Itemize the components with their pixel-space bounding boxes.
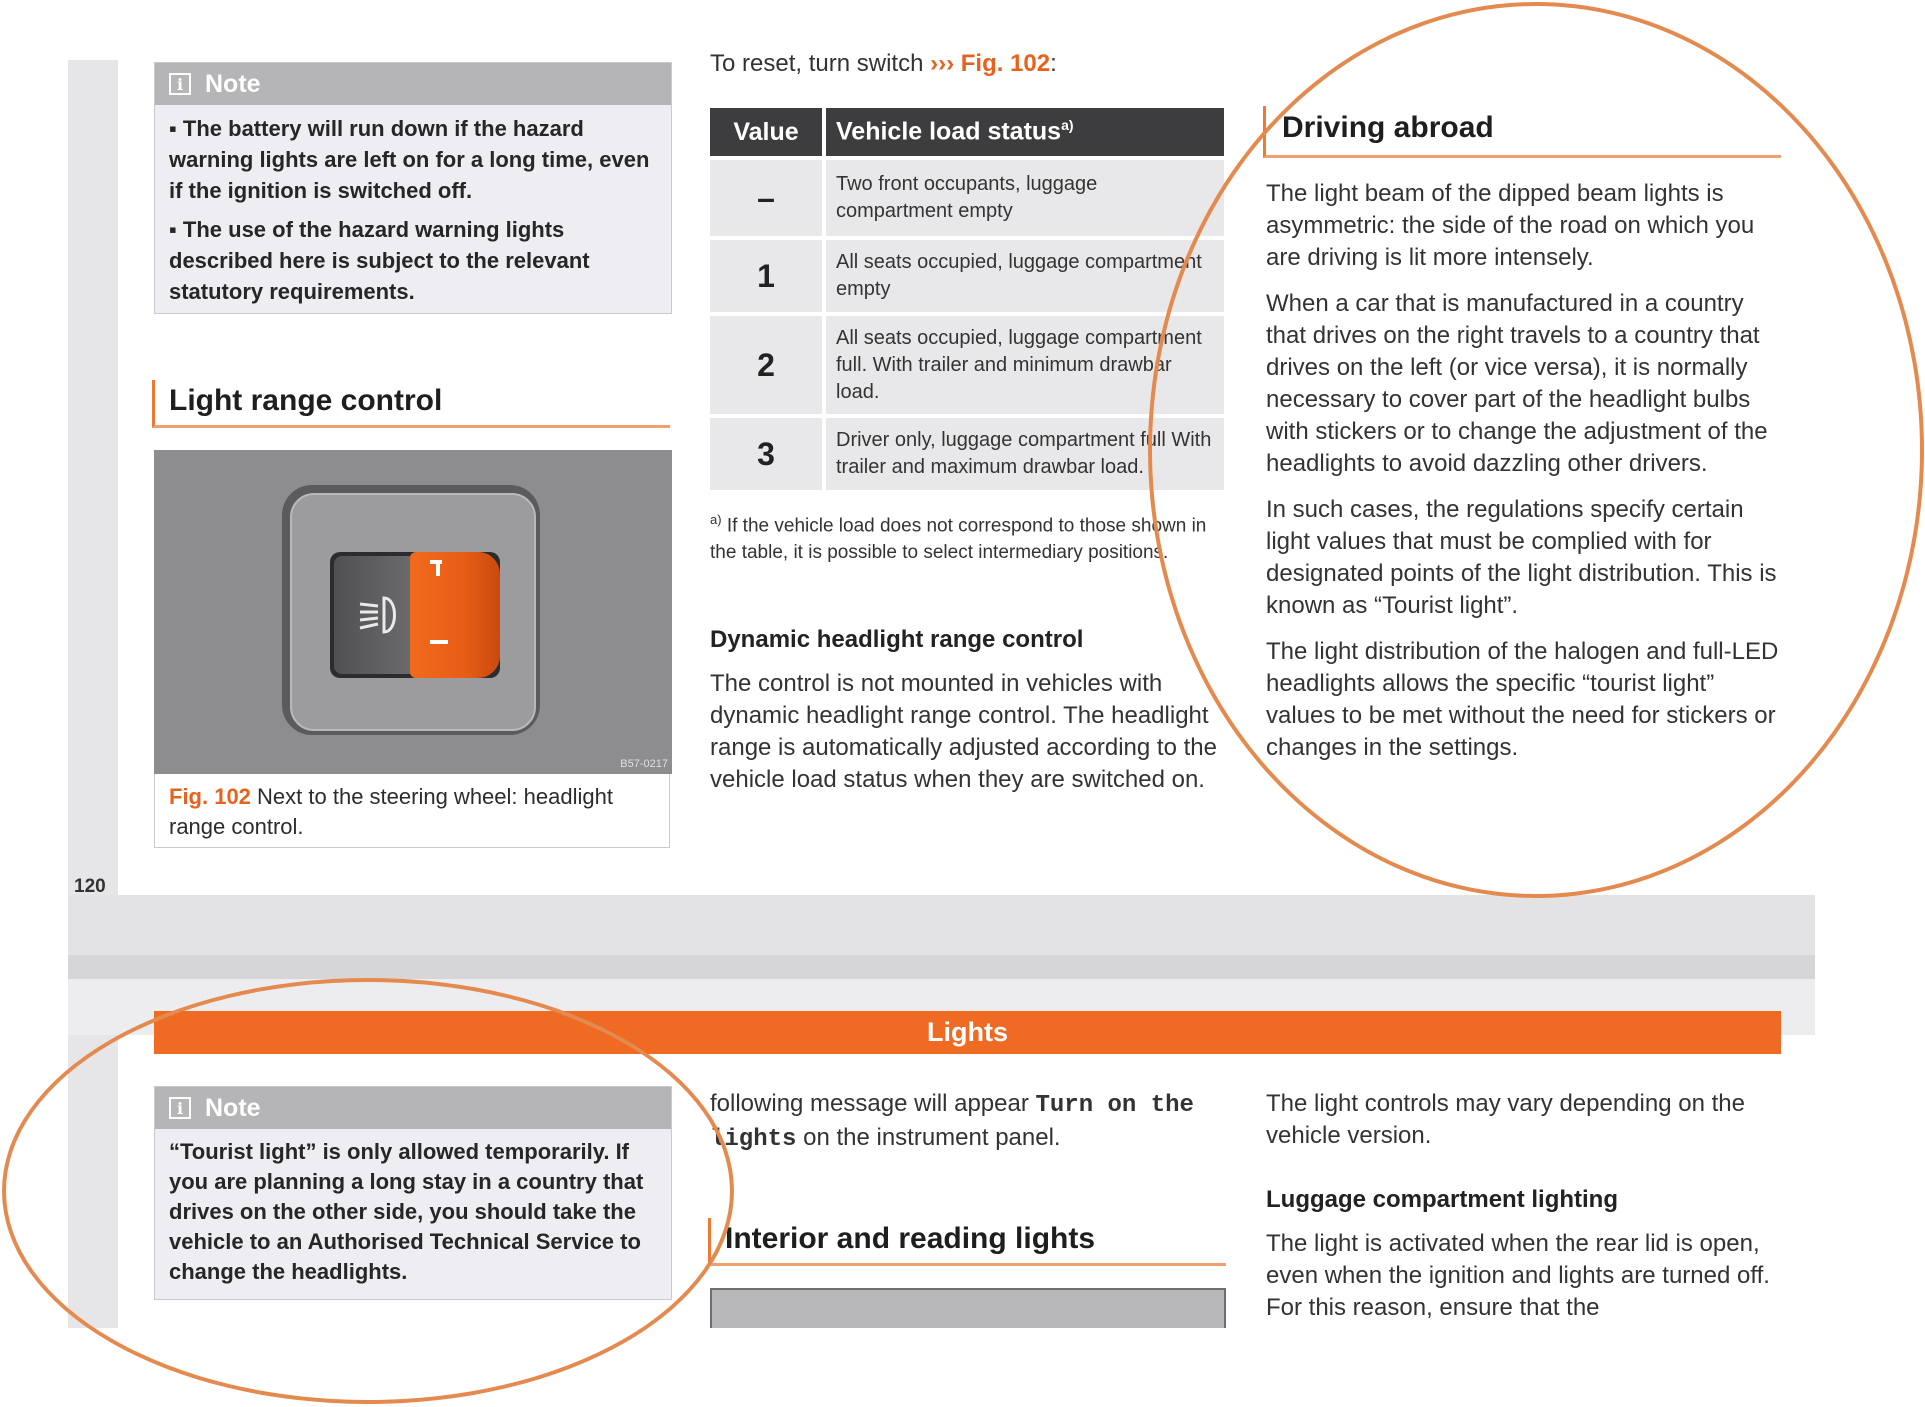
note-item: ▪ The battery will run down if the hazard warning lights are left on for a long time, even if the ignition is switched off.	[169, 116, 650, 203]
fig-link[interactable]: Fig. 102	[960, 50, 1051, 77]
paragraph: When a car that is manufactured in a country that drives on the right travels to a country that drives on the left (or vice versa), it is normally necessary to cover part of the headlight bulbs with stickers or to change the adjustment of the headlights to avoid dazzling other drivers.	[1266, 290, 1768, 477]
driving-abroad-text	[1266, 178, 1786, 778]
note-box	[154, 62, 672, 314]
reset-colon: :	[1050, 50, 1057, 77]
section-heading: Driving abroad	[1263, 106, 1781, 158]
column-header-text: Vehicle load status	[836, 117, 1062, 146]
subheading: Dynamic headlight range control	[710, 626, 1084, 653]
table-row	[710, 240, 1224, 312]
figure-code: B57-0217	[620, 758, 668, 770]
paragraph: The light distribution of the halogen and full-LED headlights allows the specific “tourist light” values to be met without the need for stickers or changes in the settings.	[1266, 638, 1779, 761]
wheel-mark	[430, 640, 448, 644]
message-text: following message will appear	[710, 1090, 1036, 1117]
message-paragraph	[710, 1088, 1230, 1156]
paragraph: The light is activated when the rear lid is open, even when the ignition and lights are turned off. For this reason, ensure that the	[1266, 1230, 1770, 1321]
section-bar: Lights	[154, 1011, 1781, 1054]
table-footnote	[710, 506, 1226, 566]
thumbwheel[interactable]	[410, 552, 500, 678]
row-status: All seats occupied, luggage compartment empty	[826, 240, 1224, 312]
reset-line	[710, 50, 1057, 78]
row-value: 1	[710, 240, 822, 312]
note-text: “Tourist light” is only allowed temporarily. If you are planning a long stay in a country that drives on the other side, you should take the vehicle to an Authorised Technical Service to change the headlights.	[169, 1139, 644, 1284]
note-item: ▪ The use of the hazard warning lights described here is subject to the relevant statutory requirements.	[169, 217, 590, 304]
row-value: 2	[710, 316, 822, 414]
column-header: Value	[710, 108, 822, 156]
note-body	[155, 1129, 671, 1305]
row-status: All seats occupied, luggage compartment full. With trailer and minimum drawbar load.	[826, 316, 1224, 414]
row-value: 3	[710, 418, 822, 490]
row-status: Driver only, luggage compartment full With trailer and maximum drawbar load.	[826, 418, 1224, 490]
footnote-mark: a)	[1061, 117, 1074, 134]
table-header-row	[710, 108, 1224, 156]
footnote-mark: a)	[710, 512, 722, 527]
reset-arrows: ›››	[930, 50, 955, 77]
figure-image	[154, 450, 672, 774]
page-gap-band	[68, 955, 1815, 979]
load-status-table	[706, 104, 1228, 494]
paragraph: In such cases, the regulations specify certain light values that must be complied with for designated points of the light distribution. This is known as “Tourist light”.	[1266, 496, 1777, 619]
page-margin-strip	[68, 60, 118, 1328]
figure-caption-text: Next to the steering wheel: headlight range control.	[169, 784, 613, 839]
info-icon: i	[169, 1097, 191, 1119]
note-title: Note	[205, 1093, 261, 1122]
footnote-text: If the vehicle load does not correspond to those shown in the table, it is possible to select intermediary positions.	[710, 515, 1207, 564]
wheel-mark	[436, 560, 440, 576]
figure-label[interactable]: Fig. 102	[169, 784, 251, 809]
section-heading: Light range control	[152, 380, 670, 428]
row-value: –	[710, 160, 822, 236]
reset-text: To reset, turn switch	[710, 50, 931, 77]
page-number: 120	[74, 876, 106, 897]
paragraph: The control is not mounted in vehicles with dynamic headlight range control. The headlight range is automatically adjusted according to the vehicle load status when they are switched on.	[710, 670, 1217, 793]
section-heading: Interior and reading lights	[708, 1218, 1226, 1266]
paragraph: The light beam of the dipped beam lights is asymmetric: the side of the road on which you are driving is lit more intensely.	[1266, 180, 1755, 271]
note-box	[154, 1086, 672, 1300]
message-text: on the instrument panel.	[796, 1124, 1061, 1151]
figure-caption	[154, 774, 670, 848]
subheading: Luggage compartment lighting	[1266, 1186, 1618, 1213]
instrument-message: Turn on the lights	[710, 1092, 1194, 1153]
table-row	[710, 160, 1224, 236]
column-header	[826, 108, 1224, 156]
page-bottom-blank	[0, 1328, 1925, 1407]
note-header	[155, 63, 671, 105]
figure-image	[710, 1288, 1226, 1328]
paragraph: The light controls may vary depending on the vehicle version.	[1266, 1090, 1745, 1149]
info-icon: i	[169, 73, 191, 95]
note-header	[155, 1087, 671, 1129]
table-row	[710, 418, 1224, 490]
table-row	[710, 316, 1224, 414]
note-body	[155, 105, 671, 325]
page-gap-band	[68, 895, 1815, 955]
row-status: Two front occupants, luggage compartment empty	[826, 160, 1224, 236]
note-title: Note	[205, 69, 261, 98]
headlight-icon	[354, 590, 404, 640]
